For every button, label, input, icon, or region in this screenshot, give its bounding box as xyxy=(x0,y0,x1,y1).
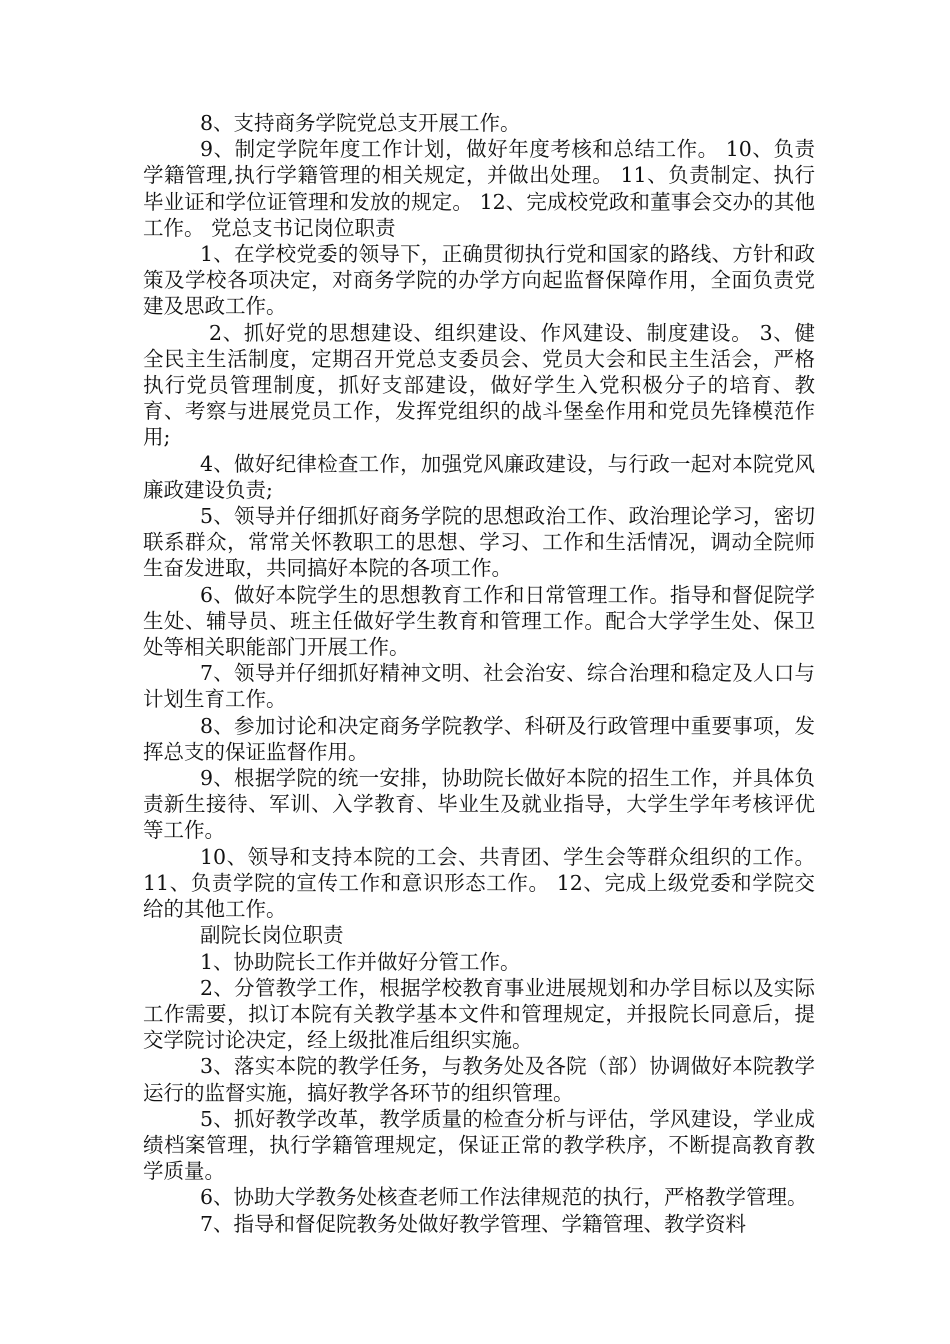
paragraph-14: 2、分管教学工作，根据学校教育事业进展规划和办学目标以及实际工作需要，拟订本院有关教学基本文件和管理规定，并报院长同意后，提交学院讨论决定，经上级批准后组织实施。 xyxy=(143,975,815,1053)
paragraph-11: 10、领导和支持本院的工会、共青团、学生会等群众组织的工作。 11、负责学院的宣传工作和意识形态工作。 12、完成上级党委和学院交给的其他工作。 xyxy=(143,844,815,922)
paragraph-2: 9、制定学院年度工作计划，做好年度考核和总结工作。 10、负责学籍管理,执行学籍管理的相关规定，并做出处理。 11、负责制定、执行毕业证和学位证管理和发放的规定。 12、完成校党政和董事会交办的其他工作。 党总支书记岗位职责 xyxy=(143,137,815,240)
paragraph-6: 5、领导并仔细抓好商务学院的思想政治工作、政治理论学习，密切联系群众，常常关怀教职工的思想、学习、工作和生活情况，调动全院师生奋发进取，共同搞好本院的各项工作。 xyxy=(143,504,815,581)
paragraph-9: 8、参加讨论和决定商务学院教学、科研及行政管理中重要事项，发挥总支的保证监督作用。 xyxy=(143,713,815,764)
paragraph-3: 1、在学校党委的领导下，正确贯彻执行党和国家的路线、方针和政策及学校各项决定，对商务学院的办学方向起监督保障作用，全面负责党建及思政工作。 xyxy=(143,242,815,319)
paragraph-8: 7、领导并仔细抓好精神文明、社会治安、综合治理和稳定及人口与计划生育工作。 xyxy=(143,661,815,712)
paragraph-17: 6、协助大学教务处核查老师工作法律规范的执行，严格教学管理。 xyxy=(200,1185,808,1210)
paragraph-1: 8、支持商务学院党总支开展工作。 xyxy=(200,111,521,135)
paragraph-18: 7、指导和督促院教务处做好教学管理、学籍管理、教学资料 xyxy=(200,1211,747,1236)
section-heading-vice-dean: 副院长岗位职责 xyxy=(200,923,344,948)
paragraph-5: 4、做好纪律检查工作，加强党风廉政建设，与行政一起对本院党风廉政建设负责; xyxy=(143,451,815,502)
paragraph-7: 6、做好本院学生的思想教育工作和日常管理工作。指导和督促院学生处、辅导员、班主任做好学生教育和管理工作。配合大学学生处、保卫处等相关职能部门开展工作。 xyxy=(143,582,815,660)
document-page xyxy=(143,110,815,1237)
paragraph-16: 5、抓好教学改革，教学质量的检查分析与评估，学风建设，学业成绩档案管理，执行学籍管理规定，保证正常的教学秩序，不断提高教育教学质量。 xyxy=(143,1106,815,1184)
paragraph-13: 1、协助院长工作并做好分管工作。 xyxy=(200,949,521,974)
paragraph-10: 9、根据学院的统一安排，协助院长做好本院的招生工作，并具体负责新生接待、军训、入学教育、毕业生及就业指导，大学生学年考核评优等工作。 xyxy=(143,766,815,843)
paragraph-15: 3、落实本院的教学任务，与教务处及各院（部）协调做好本院教学运行的监督实施，搞好教学各环节的组织管理。 xyxy=(143,1054,815,1105)
paragraph-4: 2、抓好党的思想建设、组织建设、作风建设、制度建设。 3、健全民主生活制度，定期召开党总支委员会、党员大会和民主生活会，严格执行党员管理制度，抓好支部建设，做好学生入党积极分子的培育、教育、考察与进展党员工作，发挥党组织的战斗堡垒作用和党员先锋模范作用; xyxy=(143,320,815,450)
